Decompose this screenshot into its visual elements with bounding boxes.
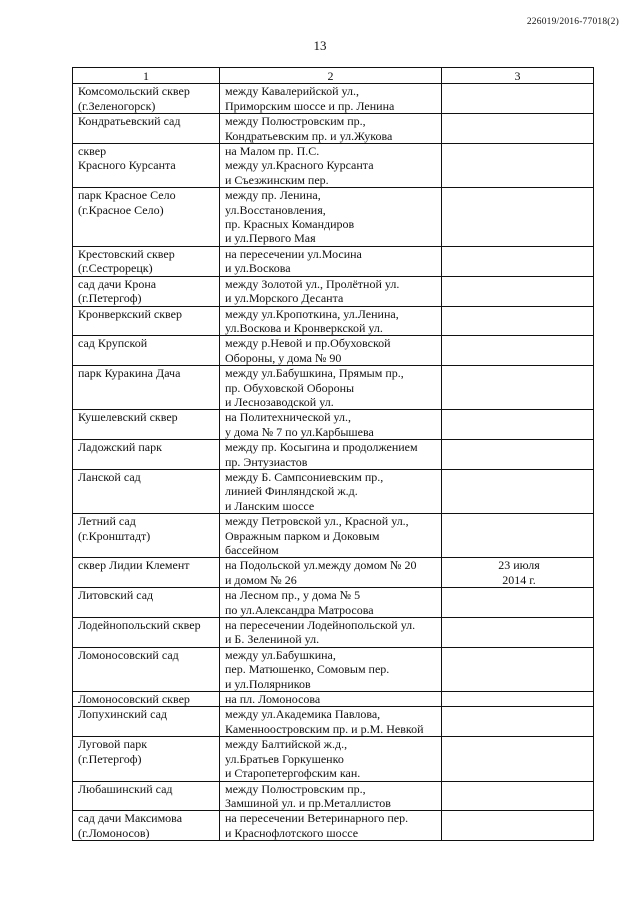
cell-location-line: Кондратьевским пр. и ул.Жукова bbox=[225, 128, 393, 143]
cell-location-line: Обороны, у дома № 90 bbox=[225, 350, 342, 365]
cell-location-line: и ул.Морского Десанта bbox=[225, 291, 344, 306]
cell-date bbox=[442, 246, 594, 276]
cell-name-line: сад дачи Максимова bbox=[78, 811, 183, 826]
table-row bbox=[73, 647, 594, 691]
cell-location-line: между Полюстровским пр., bbox=[225, 781, 366, 796]
cell-name-line: (г.Петергоф) bbox=[78, 291, 142, 306]
cell-location-line: между Петровской ул., Красной ул., bbox=[225, 514, 409, 529]
cell-location bbox=[220, 114, 442, 144]
cell-location-line: между Кавалерийской ул., bbox=[225, 84, 360, 99]
cell-location bbox=[220, 306, 442, 336]
cell-location-line: между ул.Красного Курсанта bbox=[225, 158, 374, 173]
table-row bbox=[73, 410, 594, 440]
cell-date bbox=[442, 410, 594, 440]
cell-location-line: на пересечении Лодейнопольской ул. bbox=[225, 618, 416, 633]
cell-location-line: и Б. Зелениной ул. bbox=[225, 632, 320, 647]
table-row bbox=[73, 692, 594, 707]
cell-date bbox=[442, 781, 594, 811]
cell-location bbox=[220, 811, 442, 841]
cell-date bbox=[442, 276, 594, 306]
cell-name-line: сад Крупской bbox=[78, 336, 148, 351]
cell-location-line: между р.Невой и пр.Обуховской bbox=[225, 336, 391, 351]
cell-location bbox=[220, 144, 442, 188]
cell-name bbox=[73, 366, 220, 410]
cell-date bbox=[442, 306, 594, 336]
cell-location-line: между пр. Ленина, bbox=[225, 188, 321, 203]
cell-location-line: и домом № 26 bbox=[225, 572, 297, 587]
cell-name-line: Летний сад bbox=[78, 514, 136, 529]
cell-name bbox=[73, 618, 220, 648]
cell-location-line: бассейном bbox=[225, 543, 279, 557]
table-body bbox=[73, 84, 594, 841]
cell-location-line: на Малом пр. П.С. bbox=[225, 144, 320, 159]
cell-location bbox=[220, 276, 442, 306]
cell-name bbox=[73, 276, 220, 306]
table-row bbox=[73, 440, 594, 470]
cell-name-line: (г.Кронштадт) bbox=[78, 528, 151, 543]
table-row bbox=[73, 514, 594, 558]
cell-name bbox=[73, 410, 220, 440]
cell-date bbox=[442, 588, 594, 618]
cell-location-line: ул.Восстановления, bbox=[225, 202, 326, 217]
column-header-1: 1 bbox=[73, 68, 220, 84]
cell-date bbox=[442, 811, 594, 841]
cell-location bbox=[220, 366, 442, 410]
cell-name-line: Ломоносовский сад bbox=[78, 647, 179, 662]
cell-name bbox=[73, 588, 220, 618]
cell-name-line: сквер bbox=[78, 144, 107, 159]
table-row bbox=[73, 737, 594, 781]
column-header-3: 3 bbox=[442, 68, 594, 84]
cell-name bbox=[73, 336, 220, 366]
table-row bbox=[73, 144, 594, 188]
table-row bbox=[73, 588, 594, 618]
cell-location-line: на Подольской ул.между домом № 20 bbox=[225, 558, 417, 573]
cell-date bbox=[442, 558, 594, 588]
column-header-2: 2 bbox=[220, 68, 442, 84]
cell-name bbox=[73, 469, 220, 513]
cell-name bbox=[73, 144, 220, 188]
document-id: 226019/2016-77018(2) bbox=[526, 17, 619, 27]
cell-name-line: (г.Сестрорецк) bbox=[78, 261, 153, 276]
cell-location-line: между Балтийской ж.д., bbox=[225, 737, 348, 752]
cell-location-line: между ул.Бабушкина, bbox=[225, 647, 336, 662]
cell-name bbox=[73, 84, 220, 114]
cell-date bbox=[442, 707, 594, 737]
table-row bbox=[73, 707, 594, 737]
cell-location-line: и Ланским шоссе bbox=[225, 498, 315, 513]
cell-name-line: Лодейнопольский сквер bbox=[78, 618, 201, 633]
cell-name-line: (г.Ломоносов) bbox=[78, 825, 150, 840]
cell-date bbox=[442, 737, 594, 781]
cell-location bbox=[220, 440, 442, 470]
cell-name bbox=[73, 781, 220, 811]
cell-location bbox=[220, 336, 442, 366]
cell-location bbox=[220, 707, 442, 737]
cell-location-line: Овражным парком и Доковым bbox=[225, 528, 380, 543]
cell-date bbox=[442, 114, 594, 144]
table-row bbox=[73, 618, 594, 648]
cell-location-line: на пересечении ул.Мосина bbox=[225, 246, 362, 261]
cell-name-line: Лопухинский сад bbox=[78, 707, 168, 722]
cell-date-line: 2014 г. bbox=[502, 572, 536, 587]
cell-name bbox=[73, 114, 220, 144]
cell-date bbox=[442, 440, 594, 470]
cell-location-line: Каменноостровским пр. и р.М. Невкой bbox=[225, 721, 424, 736]
page-number: 13 bbox=[313, 38, 327, 53]
cell-location bbox=[220, 188, 442, 247]
cell-name-line: Кушелевский сквер bbox=[78, 410, 178, 425]
cell-date bbox=[442, 366, 594, 410]
cell-name-line: сад дачи Крона bbox=[78, 276, 157, 291]
cell-date bbox=[442, 469, 594, 513]
cell-location bbox=[220, 647, 442, 691]
table-row bbox=[73, 811, 594, 841]
cell-location-line: между ул.Кропоткина, ул.Ленина, bbox=[225, 306, 399, 321]
table-row bbox=[73, 336, 594, 366]
cell-name-line: Ланской сад bbox=[78, 469, 141, 484]
cell-location bbox=[220, 588, 442, 618]
cell-name bbox=[73, 707, 220, 737]
cell-location bbox=[220, 469, 442, 513]
table-row bbox=[73, 114, 594, 144]
table-row bbox=[73, 781, 594, 811]
cell-name bbox=[73, 440, 220, 470]
cell-name bbox=[73, 188, 220, 247]
cell-location-line: между ул.Бабушкина, Прямым пр., bbox=[225, 366, 404, 381]
cell-location-line: пер. Матюшенко, Сомовым пер. bbox=[225, 662, 390, 677]
cell-name bbox=[73, 306, 220, 336]
cell-location-line: у дома № 7 по ул.Карбышева bbox=[225, 424, 374, 439]
cell-location bbox=[220, 781, 442, 811]
cell-location-line: на пл. Ломоносова bbox=[225, 692, 321, 707]
cell-date bbox=[442, 84, 594, 114]
cell-name-line: Кронверкский сквер bbox=[78, 306, 182, 321]
cell-name-line: (г.Красное Село) bbox=[78, 202, 164, 217]
cell-location-line: пр. Красных Командиров bbox=[225, 217, 355, 232]
cell-location-line: пр. Энтузиастов bbox=[225, 454, 308, 469]
table-header bbox=[73, 68, 594, 84]
table-row bbox=[73, 276, 594, 306]
cell-location bbox=[220, 692, 442, 707]
cell-location-line: и Леснозаводской ул. bbox=[225, 394, 334, 409]
cell-name-line: (г.Петергоф) bbox=[78, 751, 142, 766]
cell-location-line: на Лесном пр., у дома № 5 bbox=[225, 588, 361, 603]
cell-location-line: и Старопетергофским кан. bbox=[225, 766, 361, 781]
cell-location-line: и ул.Полярников bbox=[225, 676, 311, 691]
cell-location-line: и Краснофлотского шоссе bbox=[225, 825, 359, 840]
cell-location bbox=[220, 737, 442, 781]
cell-location-line: и ул.Первого Мая bbox=[225, 231, 316, 246]
cell-location-line: ул.Братьев Горкушенко bbox=[225, 751, 344, 766]
cell-location bbox=[220, 558, 442, 588]
cell-date bbox=[442, 692, 594, 707]
cell-location-line: ул.Воскова и Кронверкской ул. bbox=[225, 320, 383, 335]
table-row bbox=[73, 84, 594, 114]
cell-name-line: Ломоносовский сквер bbox=[78, 692, 190, 707]
cell-location-line: Замшиной ул. и пр.Металлистов bbox=[225, 795, 391, 810]
table-row bbox=[73, 188, 594, 247]
cell-location-line: между Полюстровским пр., bbox=[225, 114, 366, 129]
cell-date bbox=[442, 188, 594, 247]
cell-name-line: Красного Курсанта bbox=[78, 158, 176, 173]
cell-name bbox=[73, 558, 220, 588]
cell-location-line: между Золотой ул., Пролётной ул. bbox=[225, 276, 400, 291]
cell-name-line: (г.Зеленогорск) bbox=[78, 98, 156, 113]
parks-table bbox=[72, 67, 594, 841]
table-row bbox=[73, 366, 594, 410]
cell-location bbox=[220, 246, 442, 276]
cell-location bbox=[220, 410, 442, 440]
cell-location-line: линией Финляндской ж.д. bbox=[225, 484, 358, 499]
table-row bbox=[73, 246, 594, 276]
cell-location-line: Приморским шоссе и пр. Ленина bbox=[225, 98, 395, 113]
cell-name-line: сквер Лидии Клемент bbox=[78, 558, 190, 573]
table-row bbox=[73, 558, 594, 588]
cell-location-line: на пересечении Ветеринарного пер. bbox=[225, 811, 409, 826]
cell-name-line: парк Куракина Дача bbox=[78, 366, 181, 381]
cell-name-line: Любашинский сад bbox=[78, 781, 173, 796]
cell-location bbox=[220, 618, 442, 648]
cell-name bbox=[73, 737, 220, 781]
cell-location-line: по ул.Александра Матросова bbox=[225, 602, 374, 617]
cell-name-line: Луговой парк bbox=[78, 737, 148, 752]
cell-name bbox=[73, 692, 220, 707]
cell-name bbox=[73, 811, 220, 841]
cell-name bbox=[73, 647, 220, 691]
cell-location-line: пр. Обуховской Обороны bbox=[225, 380, 355, 395]
cell-date bbox=[442, 618, 594, 648]
cell-name-line: Литовский сад bbox=[78, 588, 154, 603]
cell-date bbox=[442, 647, 594, 691]
cell-location-line: между ул.Академика Павлова, bbox=[225, 707, 381, 722]
cell-date-line: 23 июля bbox=[498, 558, 540, 573]
cell-location-line: на Политехнической ул., bbox=[225, 410, 352, 425]
cell-date bbox=[442, 336, 594, 366]
cell-location-line: и ул.Воскова bbox=[225, 261, 291, 276]
cell-location-line: между пр. Косыгина и продолжением bbox=[225, 440, 418, 455]
table-row bbox=[73, 306, 594, 336]
cell-name-line: Ладожский парк bbox=[78, 440, 162, 455]
cell-date bbox=[442, 144, 594, 188]
cell-name bbox=[73, 514, 220, 558]
cell-location-line: и Съезжинским пер. bbox=[225, 172, 329, 187]
cell-location bbox=[220, 514, 442, 558]
cell-name-line: Комсомольский сквер bbox=[78, 84, 190, 99]
cell-name-line: Крестовский сквер bbox=[78, 246, 175, 261]
table-row bbox=[73, 469, 594, 513]
cell-name-line: Кондратьевский сад bbox=[78, 114, 181, 129]
cell-location-line: между Б. Сампсониевским пр., bbox=[225, 469, 384, 484]
header-row bbox=[73, 68, 594, 84]
cell-name bbox=[73, 246, 220, 276]
cell-location bbox=[220, 84, 442, 114]
cell-date bbox=[442, 514, 594, 558]
cell-name-line: парк Красное Село bbox=[78, 188, 176, 203]
